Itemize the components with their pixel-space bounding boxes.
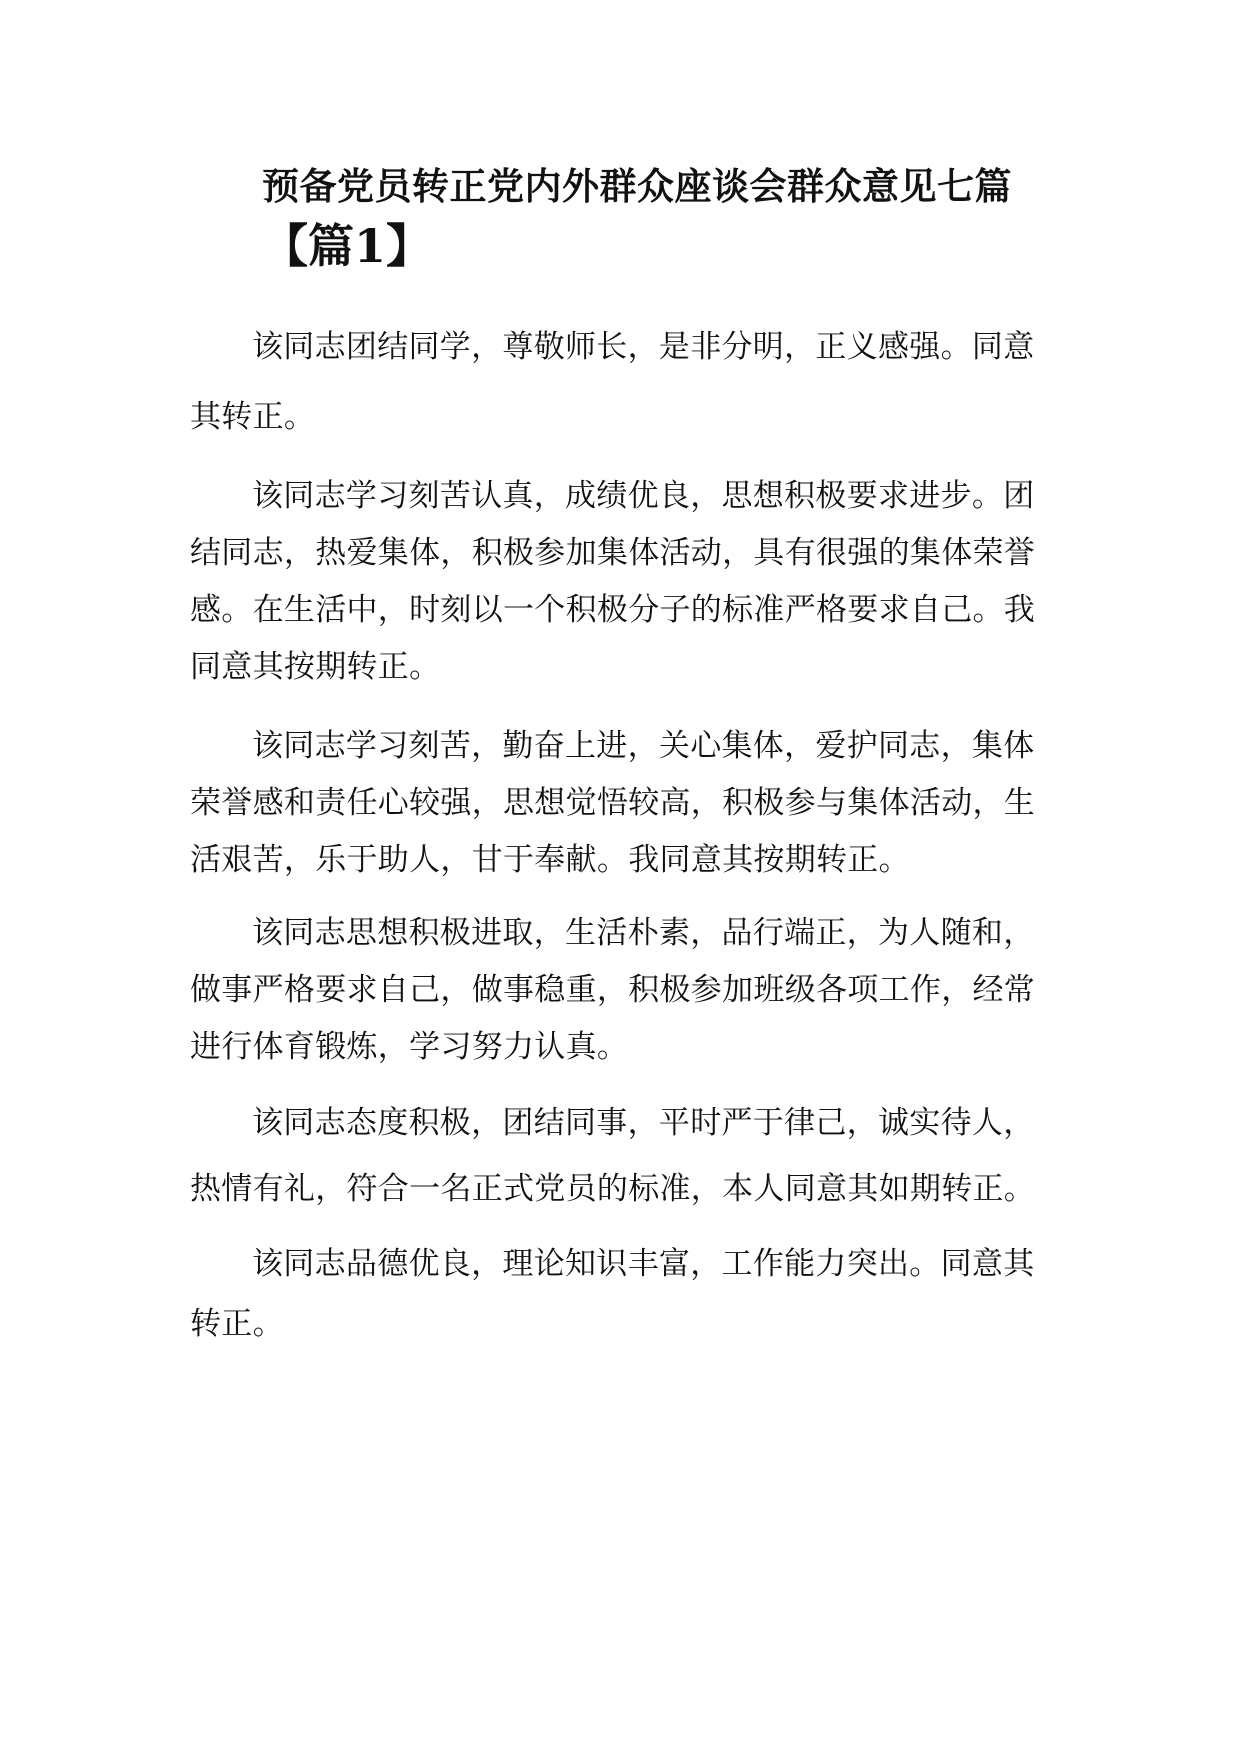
paragraph-4: 该同志思想积极进取，生活朴素，品行端正，为人随和，做事严格要求自己，做事稳重，积极参加班级各项工作，经常进行体育锻炼，学习努力认真。 <box>190 915 1036 1065</box>
document-body <box>190 312 1050 1354</box>
paragraph-2: 该同志学习刻苦认真，成绩优良，思想积极要求进步。团结同志，热爱集体，积极参加集体活动，具有很强的集体荣誉感。在生活中，时刻以一个积极分子的标准严格要求自己。我同意其按期转正。 <box>190 478 1036 685</box>
paragraph-3: 该同志学习刻苦，勤奋上进，关心集体，爱护同志，集体荣誉感和责任心较强，思想觉悟较高，积极参与集体活动，生活艰苦，乐于助人，甘于奉献。我同意其按期转正。 <box>190 728 1036 878</box>
paragraph-1: 该同志团结同学，尊敬师长，是非分明，正义感强。同意其转正。 <box>190 329 1035 435</box>
title-block <box>262 160 1062 278</box>
section-heading: 【篇1】 <box>262 219 433 273</box>
paragraph-5: 该同志态度积极，团结同事，平时严于律己，诚实待人，热情有礼，符合一名正式党员的标准，本人同意其如期转正。 <box>190 1105 1036 1207</box>
document-title: 预备党员转正党内外群众座谈会群众意见七篇 <box>262 164 1012 208</box>
paragraph-6: 该同志品德优良，理论知识丰富，工作能力突出。同意其转正。 <box>190 1246 1035 1342</box>
